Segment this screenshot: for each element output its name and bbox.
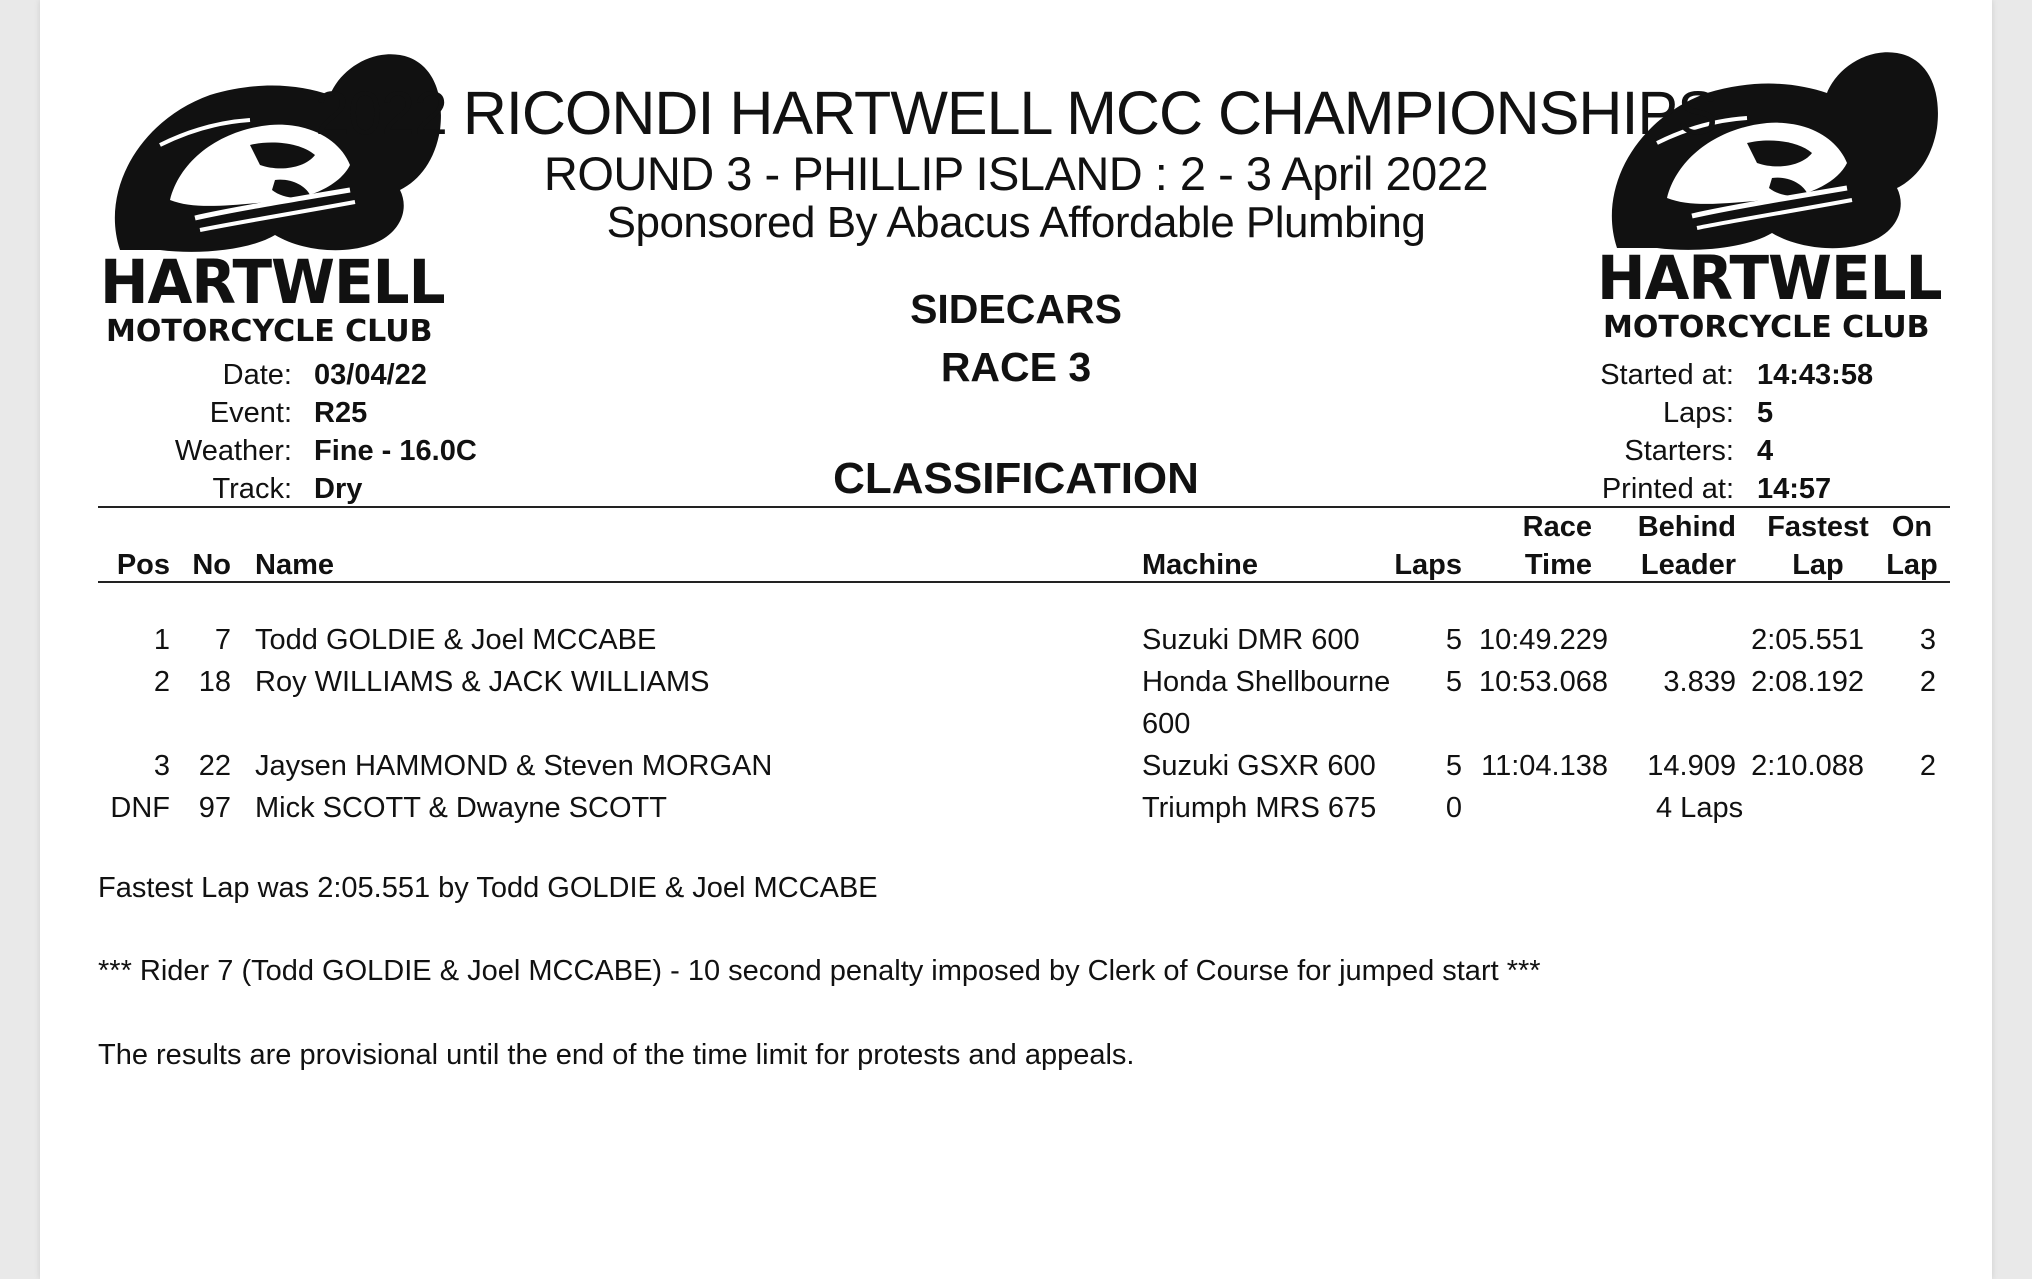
cell-no: 22 [198,750,231,782]
cell-name: Todd GOLDIE & Joel MCCABE [255,624,657,656]
col-fastest-2: Lap [1792,549,1844,581]
race-title: RACE 3 [940,344,1092,390]
provisional-note: The results are provisional until the end of the time limit for protests and appeals. [98,1039,1135,1071]
cell-laps: 5 [1445,750,1462,782]
col-race-time-2: Time [1524,549,1592,581]
round-title: ROUND 3 - PHILLIP ISLAND : 2 - 3 April 2022 [543,147,1489,200]
cell-name: Jaysen HAMMOND & Steven MORGAN [255,750,773,782]
cell-machine: Suzuki GSXR 600 [1142,750,1376,782]
cell-laps: 5 [1445,666,1462,698]
col-laps: Laps [1394,549,1462,581]
logo-name-right: HARTWELL [1597,242,1942,314]
col-behind-2: Leader [1640,549,1736,581]
cell-pos: 2 [153,666,170,698]
cell-pos: DNF [110,792,170,824]
cell-fastest: 2:08.192 [1751,666,1864,698]
col-race-time-1: Race [1522,511,1592,543]
col-on-lap-2: Lap [1886,549,1938,581]
section-title: CLASSIFICATION [833,454,1199,503]
cell-on-lap: 2 [1919,666,1936,698]
cell-fastest: 2:05.551 [1751,624,1864,656]
fastest-lap-note: Fastest Lap was 2:05.551 by Todd GOLDIE & Joel MCCABE [98,872,878,904]
cell-machine: Suzuki DMR 600 [1142,624,1360,656]
cell-behind: 4 Laps [1656,792,1744,824]
cell-no: 97 [198,792,231,824]
cell-fastest: 2:10.088 [1751,750,1864,782]
col-machine: Machine [1142,549,1259,581]
col-no: No [192,549,231,581]
cell-race-time: 10:53.068 [1478,666,1608,698]
penalty-note: *** Rider 7 (Todd GOLDIE & Joel MCCABE) - 10 second penalty imposed by Clerk of Course for jumped start *** [98,955,1541,987]
col-name: Name [255,549,334,581]
cell-on-lap: 2 [1919,750,1936,782]
col-pos: Pos [116,549,170,581]
cell-laps: 5 [1445,624,1462,656]
cell-behind: 3.839 [1663,666,1736,698]
logo-name-left: HARTWELL [100,246,445,318]
logo-subtitle-left: MOTORCYCLE CLUB [106,314,433,349]
cell-no: 18 [198,666,231,698]
cell-machine: Honda Shellbourne [1142,666,1391,698]
logo-subtitle-right: MOTORCYCLE CLUB [1603,310,1930,345]
championship-title: 2022 RICONDI HARTWELL MCC CHAMPIONSHIPS [315,79,1717,147]
col-behind-1: Behind [1637,511,1736,543]
cell-name: Mick SCOTT & Dwayne SCOTT [255,792,667,824]
cell-machine: Triumph MRS 675 [1142,792,1377,824]
cell-no: 7 [214,624,231,656]
cell-name: Roy WILLIAMS & JACK WILLIAMS [255,666,710,698]
sponsor-line: Sponsored By Abacus Affordable Plumbing [606,198,1426,247]
cell-race-time: 11:04.138 [1481,750,1608,782]
cell-behind: 14.909 [1647,750,1736,782]
class-title: SIDECARS [910,286,1122,332]
cell-machine-cont: 600 [1142,708,1191,740]
cell-race-time: 10:49.229 [1478,624,1608,656]
cell-pos: 3 [153,750,170,782]
cell-pos: 1 [153,624,170,656]
cell-on-lap: 3 [1919,624,1936,656]
cell-laps: 0 [1445,792,1462,824]
col-on-lap-1: On [1891,511,1933,543]
col-fastest-1: Fastest [1767,511,1869,543]
